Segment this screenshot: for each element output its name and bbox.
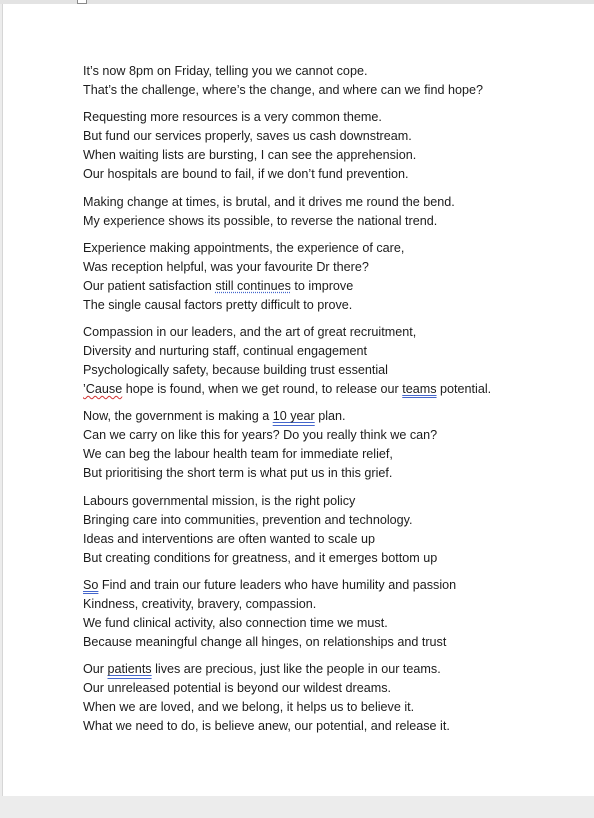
text-line [83,296,583,315]
text-run: Diversity and nurturing staff, continual engagement [83,344,367,359]
text-run: potential. [436,382,492,397]
text-run: Kindness, creativity, bravery, compassion. [83,597,317,612]
text-line [83,530,583,549]
stanza [83,576,583,652]
document-page[interactable] [2,4,594,796]
text-line [83,62,583,81]
text-run: Our hospitals are bound to fail, if we don’t fund prevention. [83,167,409,182]
text-run: We can beg the labour health team for immediate relief, [83,447,393,462]
text-run: But creating conditions for greatness, and it emerges bottom up [83,550,438,565]
text-run: plan. [314,409,346,424]
text-line [83,511,583,530]
text-run: Labours governmental mission, is the right policy [83,493,356,508]
text-line [83,239,583,258]
text-run: Because meaningful change all hinges, on relationships and trust [83,635,447,650]
text-line [83,380,583,399]
text-line [83,660,583,679]
text-line [83,342,583,361]
text-line [83,633,583,652]
text-line [83,193,583,212]
text-line [83,323,583,342]
text-line [83,81,583,100]
text-line [83,361,583,380]
text-line [83,127,583,146]
text-run: hope is found, when we get round, to release our [122,382,403,397]
stanza [83,323,583,399]
text-line [83,614,583,633]
text-line [83,277,583,296]
text-run: When waiting lists are bursting, I can see the apprehension. [83,148,417,163]
text-line [83,549,583,568]
text-line [83,146,583,165]
text-line [83,258,583,277]
grammar-suggestion[interactable]: 10 year [272,409,315,424]
text-run: But fund our services properly, saves us cash downstream. [83,129,412,144]
text-line [83,698,583,717]
text-run: Making change at times, is brutal, and it drives me round the bend. [83,194,455,209]
text-run: to improve [290,278,354,293]
stanza [83,108,583,184]
stanza [83,492,583,568]
text-run: Our patient satisfaction [83,278,216,293]
text-run: Find and train our future leaders who have humility and passion [98,578,457,593]
text-run: The single causal factors pretty difficult to prove. [83,297,353,312]
stanza [83,239,583,315]
text-line [83,426,583,445]
text-run: Now, the government is making a [83,409,273,424]
text-run: Compassion in our leaders, and the art of great recruitment, [83,325,417,340]
text-run: Ideas and interventions are often wanted to scale up [83,531,375,546]
grammar-suggestion[interactable]: teams [402,382,437,397]
text-run: We fund clinical activity, also connection time we must. [83,616,388,631]
text-line [83,212,583,231]
text-run: Can we carry on like this for years? Do you really think we can? [83,428,438,443]
text-run: But prioritising the short term is what put us in this grief. [83,466,393,481]
document-body[interactable] [83,62,583,745]
grammar-suggestion[interactable]: still continues [215,278,291,293]
text-line [83,108,583,127]
text-run: Experience making appointments, the experience of care, [83,240,405,255]
text-line [83,165,583,184]
text-run: Bringing care into communities, prevention and technology. [83,512,413,527]
text-run: That’s the challenge, where’s the change, and where can we find hope? [83,83,484,97]
text-run: Psychologically safety, because building trust essential [83,363,388,378]
text-run: When we are loved, and we belong, it helps us to believe it. [83,700,415,715]
text-run: Our [83,662,108,677]
text-run: lives are precious, just like the people in our teams. [151,662,441,677]
spelling-error[interactable]: ’Cause [83,382,123,397]
text-line [83,492,583,511]
text-line [83,464,583,483]
grammar-suggestion[interactable]: So [83,578,99,593]
grammar-suggestion[interactable]: patients [107,662,152,677]
text-line [83,679,583,698]
text-line [83,717,583,736]
text-run: Requesting more resources is a very common theme. [83,110,382,125]
text-line [83,445,583,464]
text-line [83,407,583,426]
text-line [83,576,583,595]
text-run: Was reception helpful, was your favourite Dr there? [83,259,369,274]
text-run: My experience shows its possible, to reverse the national trend. [83,213,438,228]
text-run: Our unreleased potential is beyond our wildest dreams. [83,681,392,696]
stanza [83,660,583,736]
stanza [83,62,583,100]
stanza [83,407,583,483]
text-run: What we need to do, is believe anew, our potential, and release it. [83,719,450,734]
text-run: It’s now 8pm on Friday, telling you we cannot cope. [83,64,368,78]
text-line [83,595,583,614]
stanza [83,193,583,231]
